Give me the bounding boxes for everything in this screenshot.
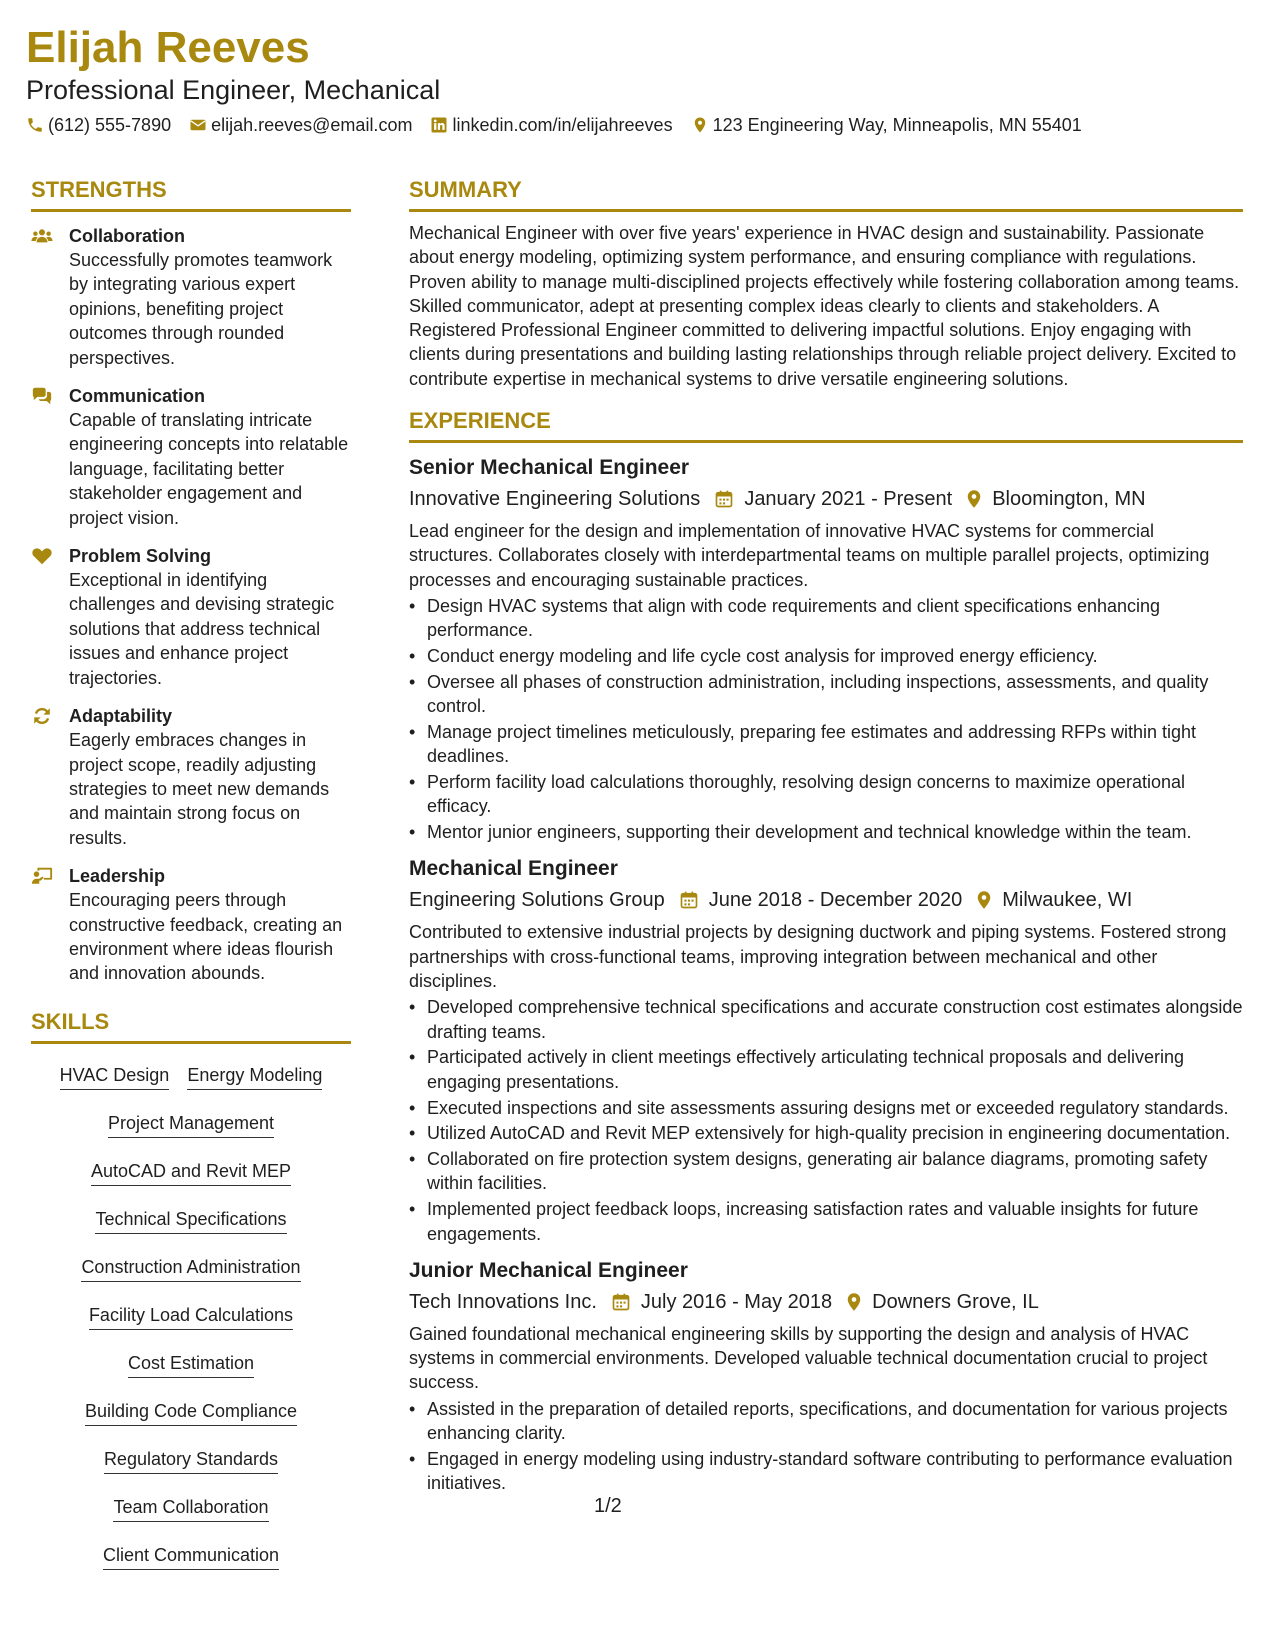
left-column bbox=[31, 176, 351, 1582]
job-location: Downers Grove, IL bbox=[872, 1290, 1039, 1313]
contact-linkedin-text[interactable]: linkedin.com/in/elijahreeves bbox=[452, 114, 673, 135]
skill-tag: Building Code Compliance bbox=[85, 1396, 297, 1426]
job-entry bbox=[409, 855, 1243, 1245]
strength-item bbox=[31, 384, 351, 530]
envelope-icon bbox=[189, 116, 207, 134]
skill-tag: Technical Specifications bbox=[95, 1204, 286, 1234]
job-title: Senior Mechanical Engineer bbox=[409, 456, 690, 480]
heart-icon bbox=[31, 544, 69, 690]
job-bullets bbox=[409, 594, 1243, 844]
job-bullet: • Executed inspections and site assessments assuring designs met or exceeded regulatory standards. bbox=[409, 1096, 1243, 1120]
job-meta bbox=[409, 485, 1243, 513]
contact-phone-text: (612) 555-7890 bbox=[48, 114, 172, 135]
job-bullet: • Manage project timelines meticulously, preparing fee estimates and addressing RFPs within tight deadlines. bbox=[409, 720, 1243, 769]
job-bullet: • Implemented project feedback loops, increasing satisfaction rates and valuable insights for future engagements. bbox=[409, 1197, 1243, 1246]
skill-tag: Project Management bbox=[108, 1108, 274, 1138]
skills-section bbox=[31, 1008, 351, 1582]
job-dates: January 2021 - Present bbox=[744, 488, 953, 511]
job-desc: Gained foundational mechanical engineering skills by supporting the design and analysis of HVAC systems in commercial environments. Developed valuable technical documentation crucial to project success. bbox=[409, 1323, 1208, 1393]
map-pin-icon bbox=[691, 116, 709, 134]
summary-heading: SUMMARY bbox=[409, 176, 1243, 212]
calendar-icon bbox=[679, 890, 699, 910]
strength-title: Problem Solving bbox=[69, 546, 212, 567]
skill-tag: Team Collaboration bbox=[113, 1492, 268, 1522]
strength-desc: Eagerly embraces changes in project scope, readily adjusting strategies to meet new demands and maintain strong focus on results. bbox=[69, 730, 330, 848]
job-company: Tech Innovations Inc. bbox=[409, 1290, 597, 1313]
page-number: 1/2 bbox=[594, 1495, 622, 1517]
job-bullet: • Engaged in energy modeling using industry-standard software contributing to performance evaluation initiatives. bbox=[409, 1447, 1243, 1496]
job-bullet: • Utilized AutoCAD and Revit MEP extensively for high-quality precision in engineering documentation. bbox=[409, 1121, 1243, 1145]
map-pin-icon bbox=[974, 890, 994, 910]
job-bullet: • Developed comprehensive technical specifications and accurate construction cost estimates alongside drafting teams. bbox=[409, 995, 1243, 1044]
right-column bbox=[409, 176, 1243, 1497]
strength-item bbox=[31, 544, 351, 690]
strength-desc: Encouraging peers through constructive feedback, creating an environment where ideas flourish and innovation abounds. bbox=[69, 890, 343, 984]
strength-title: Leadership bbox=[69, 866, 166, 887]
strength-item bbox=[31, 864, 351, 986]
job-bullet: • Oversee all phases of construction administration, including inspections, assessments, and quality control. bbox=[409, 670, 1243, 719]
phone-icon bbox=[26, 116, 44, 134]
job-desc: Lead engineer for the design and implementation of innovative HVAC systems for commercial structures. Collaborates closely with interdepartmental teams on multiple parallel projects, optimizing processes and encouraging sustainable practices. bbox=[409, 521, 1210, 590]
contact-linkedin[interactable] bbox=[430, 115, 672, 136]
calendar-icon bbox=[611, 1292, 631, 1312]
skill-tag: Cost Estimation bbox=[128, 1348, 254, 1378]
contact-address-text: 123 Engineering Way, Minneapolis, MN 55401 bbox=[712, 114, 1082, 135]
users-icon bbox=[31, 224, 69, 370]
job-company: Engineering Solutions Group bbox=[409, 889, 665, 912]
sync-icon bbox=[31, 704, 69, 850]
job-meta bbox=[409, 886, 1243, 914]
experience-section bbox=[409, 407, 1243, 1495]
job-bullet: • Conduct energy modeling and life cycle cost analysis for improved energy efficiency. bbox=[409, 644, 1243, 668]
comments-icon bbox=[31, 384, 69, 530]
job-bullets bbox=[409, 1397, 1243, 1496]
job-bullet: • Mentor junior engineers, supporting their development and technical knowledge within the team. bbox=[409, 820, 1243, 844]
map-pin-icon bbox=[964, 489, 984, 509]
job-entry bbox=[409, 454, 1243, 844]
skill-tag: Regulatory Standards bbox=[104, 1444, 278, 1474]
job-dates: July 2016 - May 2018 bbox=[640, 1290, 833, 1313]
contact-bar bbox=[26, 112, 1100, 138]
skill-tag: AutoCAD and Revit MEP bbox=[91, 1156, 291, 1186]
skills-heading: SKILLS bbox=[31, 1008, 351, 1044]
strengths-heading: STRENGTHS bbox=[31, 176, 351, 212]
skill-tag: Facility Load Calculations bbox=[89, 1300, 293, 1330]
contact-email-text[interactable]: elijah.reeves@email.com bbox=[211, 114, 413, 135]
summary-text: Mechanical Engineer with over five years' experience in HVAC design and sustainability. Passionate about energy modeling, optimizing system performance, and ensuring compliance with regulations. Proven ability to manage multi-disciplined projects effectively while fostering collaboration among teams. Skilled communicator, adept at presenting complex ideas clearly to clients and stakeholders. A Registered Professional Engineer committed to delivering impactful solutions. Enjoy engaging with clients during presentations and building lasting relationships through reliable project delivery. Excited to contribute expertise in mechanical systems to drive versatile engineering solutions. bbox=[409, 223, 1240, 389]
skill-tag: Construction Administration bbox=[81, 1252, 300, 1282]
strength-title: Collaboration bbox=[69, 226, 185, 246]
skill-tag: Client Communication bbox=[103, 1540, 279, 1570]
skill-tag: HVAC Design bbox=[60, 1060, 170, 1090]
job-title: Junior Mechanical Engineer bbox=[409, 1258, 688, 1282]
strength-desc: Capable of translating intricate engineering concepts into relatable language, facilitating better stakeholder engagement and project vision. bbox=[69, 410, 349, 528]
job-desc: Contributed to extensive industrial projects by designing ductwork and piping systems. Fostered strong partnerships with cross-functional teams, improving integration between mechanical and other disciplines. bbox=[409, 922, 1227, 992]
job-entry bbox=[409, 1257, 1243, 1496]
job-bullet: • Perform facility load calculations thoroughly, resolving design concerns to maximize operational efficacy. bbox=[409, 770, 1243, 819]
summary-section bbox=[409, 176, 1243, 391]
job-bullet: • Assisted in the preparation of detailed reports, specifications, and documentation for various projects enhancing clarity. bbox=[409, 1397, 1243, 1446]
job-company: Innovative Engineering Solutions bbox=[409, 488, 701, 511]
chalkboard-teacher-icon bbox=[31, 864, 69, 986]
strength-desc: Exceptional in identifying challenges and devising strategic solutions that address technical issues and enhance project trajectories. bbox=[69, 570, 335, 688]
skill-tag: Energy Modeling bbox=[187, 1060, 322, 1090]
strength-item bbox=[31, 224, 351, 370]
job-dates: June 2018 - December 2020 bbox=[708, 889, 963, 912]
job-location: Milwaukee, WI bbox=[1002, 889, 1133, 912]
contact-address bbox=[691, 115, 1082, 136]
job-bullets bbox=[409, 995, 1243, 1245]
job-bullet: • Collaborated on fire protection system designs, generating air balance diagrams, promoting safety within facilities. bbox=[409, 1147, 1243, 1196]
strength-title: Adaptability bbox=[69, 706, 173, 727]
strengths-section bbox=[31, 176, 351, 986]
job-meta bbox=[409, 1288, 1243, 1316]
candidate-name: Elijah Reeves bbox=[26, 23, 310, 72]
strength-item bbox=[31, 704, 351, 850]
job-bullet: • Participated actively in client meetings effectively articulating technical proposals and delivering engaging presentations. bbox=[409, 1045, 1243, 1094]
job-bullet: • Design HVAC systems that align with code requirements and client specifications enhancing performance. bbox=[409, 594, 1243, 643]
calendar-icon bbox=[714, 489, 734, 509]
strength-desc: Successfully promotes teamwork by integrating various expert opinions, benefiting project outcomes through rounded perspectives. bbox=[69, 250, 333, 368]
experience-heading: EXPERIENCE bbox=[409, 407, 1243, 443]
contact-email[interactable] bbox=[189, 115, 412, 136]
candidate-subtitle: Professional Engineer, Mechanical bbox=[26, 75, 441, 105]
job-title: Mechanical Engineer bbox=[409, 857, 618, 881]
strength-title: Communication bbox=[69, 386, 206, 407]
linkedin-icon bbox=[430, 116, 448, 134]
map-pin-icon bbox=[844, 1292, 864, 1312]
contact-phone bbox=[26, 115, 171, 136]
job-location: Bloomington, MN bbox=[992, 488, 1146, 511]
